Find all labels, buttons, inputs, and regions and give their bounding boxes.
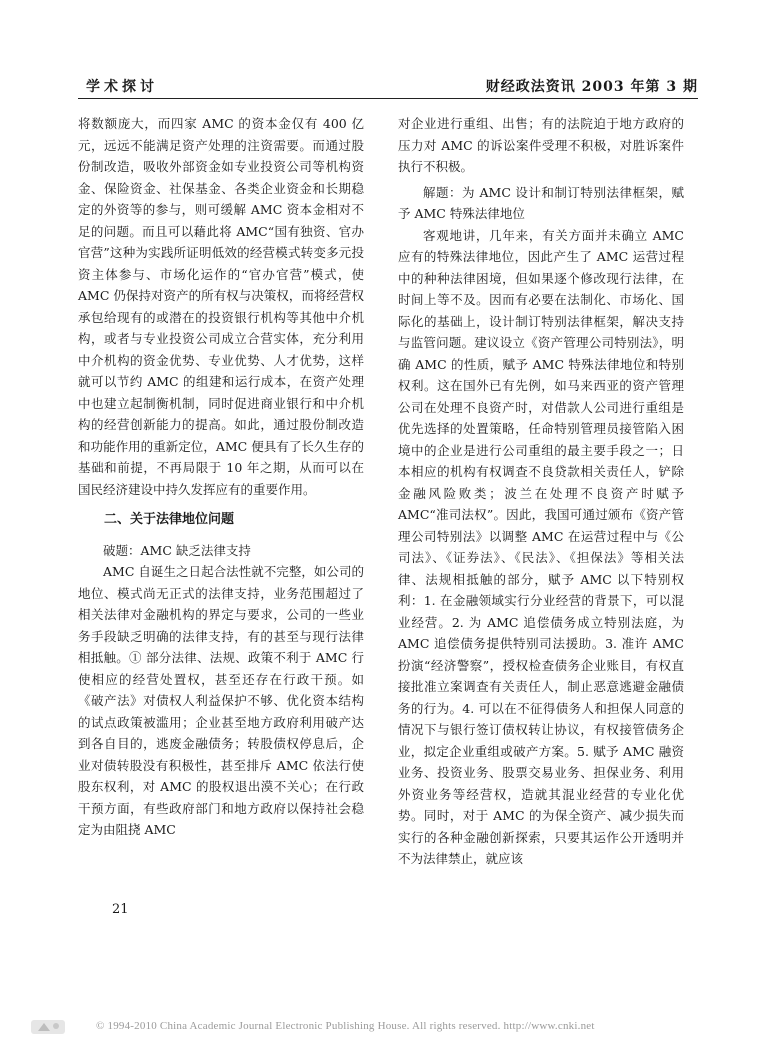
paragraph: AMC 自诞生之日起合法性就不完整，如公司的地位、模式尚无正式的法律支持，业务范围超过了相关法律对金融机构的界定与要求，公司的一些业务手段缺乏明确的法律支持，有的甚至与现行法律相抵触。① 部分法律、法规、政策不利于 AMC 行使相应的经营处置权，甚至还存在行政干预。如《破产法》对债权人利益保护不够、优化资本结构的试点政策被滥用；企业甚至地方政府利用破产达到各自目的，逃废金融债务；转股债权停息后，企业对债转股没有积极性，甚至排斥 AMC 依法行使股东权利，对 AMC 的股权退出漠不关心；在行政干预方面，有些政府部门和地方政府以保持社会稳定为由阻挠 AMC bbox=[78, 564, 364, 837]
publisher-logo-icon bbox=[30, 1018, 66, 1036]
paragraph: 对企业进行重组、出售；有的法院迫于地方政府的压力对 AMC 的诉讼案件受理不积极，对胜诉案件执行不积极。 bbox=[398, 116, 684, 174]
subheading: 解题：为 AMC 设计和制订特别法律框架，赋予 AMC 特殊法律地位 bbox=[398, 184, 684, 221]
paragraph: 将数额庞大，而四家 AMC 的资本金仅有 400 亿元，远远不能满足资产处理的注资需要。而通过股份制改造，吸收外部资金如专业投资公司等机构资金、保险资金、社保基金、各类企业资金和长期稳定的外资等的参与，则可缓解 AMC 资本金相对不足的问题。而且可以藉此将 AMC“国有独资、官办官营”这种为实践所证明低效的经营模式转变多元投资主体参与、市场化运作的“官办官营”模式，使 AMC 仍保持对资产的所有权与决策权，而将经营权承包给现有的或潜在的投资银行机构等其他中介机构，或者与专业投资公司成立合营实体，充分利用中介机构的资金优势、专业优势、人才优势，这样就可以节约 AMC 的组建和运行成本，在资产处理中也建立起制衡机制，同时促进商业银行和中介机构的经营创新能力的提高。如此，通过股份制改造和功能作用的重新定位，AMC 便具有了长久生存的基础和前提，不再局限于 10 年之期，从而可以在国民经济建设中持久发挥应有的重要作用。 bbox=[78, 116, 364, 497]
page-number: 21 bbox=[112, 902, 129, 917]
subheading: 破题：AMC 缺乏法律支持 bbox=[103, 542, 251, 558]
copyright-text: © 1994-2010 China Academic Journal Electronic Publishing House. All rights reserved. http://www.cnki.net bbox=[96, 1020, 595, 1032]
footer bbox=[30, 1018, 750, 1038]
header-rule bbox=[78, 98, 698, 99]
section-label: 学术探讨 bbox=[86, 79, 158, 95]
section-heading: 二、关于法律地位问题 bbox=[104, 512, 235, 527]
left-column bbox=[78, 113, 364, 841]
right-column bbox=[398, 113, 684, 870]
journal-issue: 财经政法资讯 2003 年第 3 期 bbox=[485, 79, 698, 95]
running-header bbox=[78, 76, 698, 98]
paragraph: 客观地讲，几年来，有关方面并未确立 AMC 应有的特殊法律地位，因此产生了 AMC 运营过程中的种种法律困境，但如果逐个修改现行法律，在时间上等不及。因而有必要在法制化、市场化、国际化的基础上，设计制订特别法律框架，解决支持与监管问题。建议设立《资产管理公司特别法》，明确 AMC 的性质，赋予 AMC 特殊法律地位和特别权利。这在国外已有先例，如马来西亚的资产管理公司在处理不良资产时，对借款人公司进行重组是优先选择的处置策略，任命特别管理员接管陷入困境中的企业是进行公司重组的最主要手段之一；日本相应的机构有权调查不良贷款相关责任人，铲除金融风险败类；波兰在处理不良资产时赋予 AMC“准司法权”。因此，我国可通过颁布《资产管理公司特别法》以调整 AMC 在运营过程中与《公司法》、《证券法》、《民法》、《担保法》等相关法律、法规相抵触的部分，赋予 AMC 以下特别权利：1. 在金融领域实行分业经营的背景下，可以混业经营。2. 为 AMC 追偿债务成立特别法庭，为 AMC 追偿债务提供特别司法援助。3. 准许 AMC 扮演“经济警察”，授权检查债务企业账目，有权直接批准立案调查有关责任人，制止恶意逃避金融债务的行为。4. 可以在不征得债务人和担保人同意的情况下与银行签订债权转让协议，有权接管债务企业，拟定企业重组或破产方案。5. 赋予 AMC 融资业务、投资业务、股票交易业务、担保业务、利用外资业务等经营权，造就其混业经营的专业化优势。同时，对于 AMC 的为保全资产、减少损失而实行的各种金融创新探索，只要其运作公开透明并不为法律禁止，就应该 bbox=[398, 227, 684, 866]
